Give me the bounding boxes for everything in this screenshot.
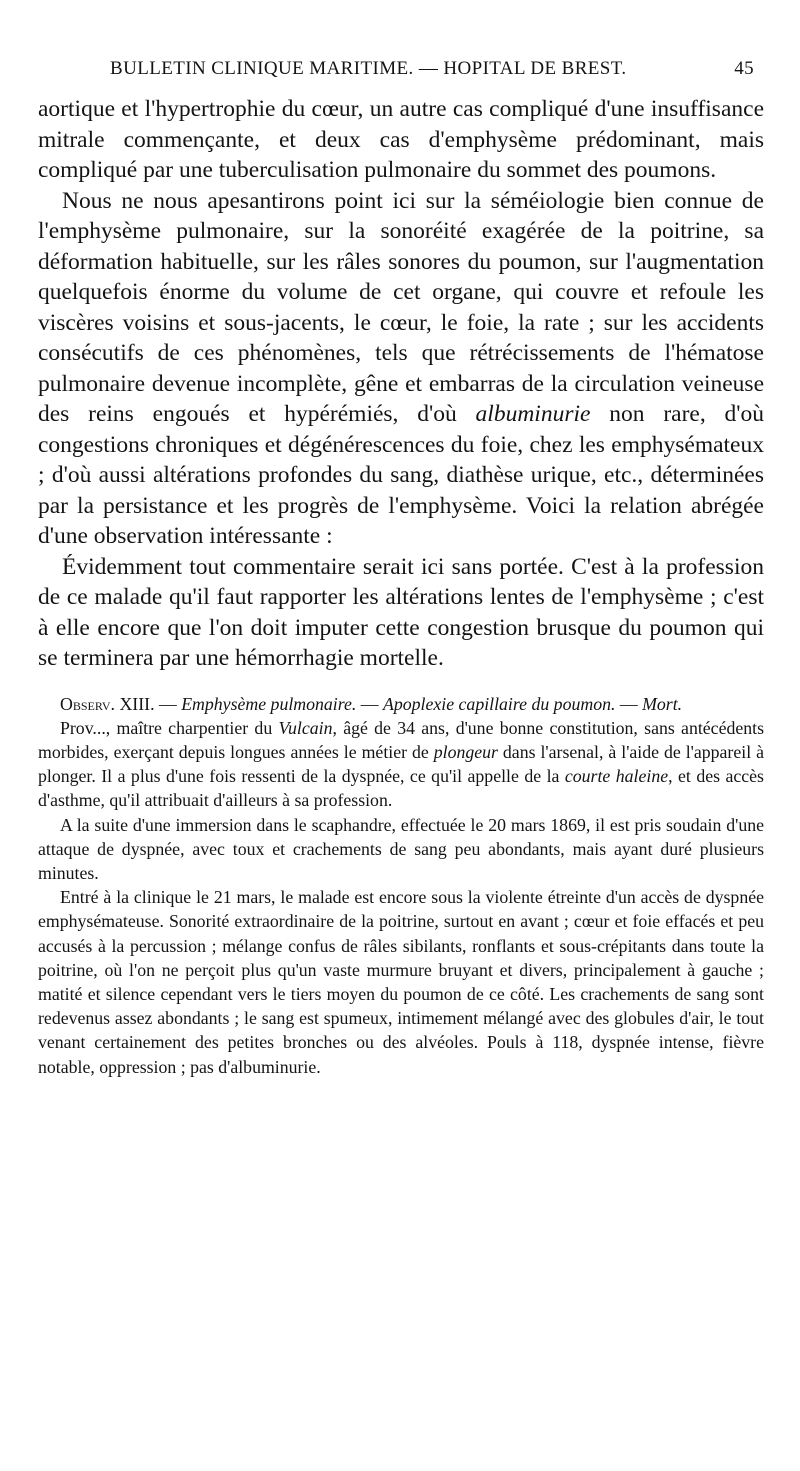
text-run: XIII. — [115, 693, 182, 714]
text-run: , âgé de 34 ans, d'une bonne constitution, sans antécédents morbides, exerçant depuis longues années le métier de [38, 717, 764, 762]
italic-text: Vulcain [278, 717, 333, 738]
text-run: Prov..., maître charpentier du [60, 717, 279, 738]
text-run: — [356, 693, 383, 714]
page-header [38, 58, 764, 88]
italic-text: Apoplexie capillaire du poumon. [383, 693, 616, 714]
italic-text: plongeur [433, 741, 498, 762]
text-run: Observ. [60, 693, 116, 714]
italic-text: courte haleine [564, 766, 669, 787]
paragraph-2 [38, 186, 764, 552]
paragraph-3 [38, 552, 764, 674]
observation-paragraph-4 [38, 885, 764, 1079]
text-run: dans l'arsenal, à l'aide de l'appareil à plonger. Il a plus d'une fois ressenti de la dyspnée, ce qu'il appelle de la [38, 741, 764, 787]
paragraph-1 [38, 94, 764, 186]
text-run: aortique et l'hypertrophie du cœur, un autre cas compliqué d'une insuffisance mitrale commençante, et deux cas d'emphysème prédominant, mais compliqué par une tuberculisation pulmonaire du sommet des poumons. [38, 96, 764, 183]
observation-paragraph-1 [38, 692, 764, 716]
main-text [38, 94, 764, 674]
observation-paragraph-2 [38, 716, 764, 813]
italic-text: Emphysème pulmonaire. [181, 693, 357, 714]
text-run: Évidemment tout commentaire serait ici sans portée. C'est à la profession de ce malade qu'il faut rapporter les altérations lentes de l'emphysème ; c'est à elle encore que l'on doit imputer cette congestion brusque du poumon qui se terminera par une hémorrhagie mortelle. [38, 553, 764, 671]
text-run: non rare, d'où congestions chroniques et dégénérescences du foie, chez les emphysémateux ; d'où aussi altérations profondes du sang, diathèse urique, etc., déterminées par la persistance et les progrès de l'emphysème. Voici la relation abrégée d'une observation intéressante : [38, 401, 765, 549]
text-run: Entré à la clinique le 21 mars, le malade est encore sous la violente étreinte d'un accès de dyspnée emphysémateuse. Sonorité extraordinaire de la poitrine, surtout en avant ; cœur et foie effacés et peu accusés à la percussion ; mélange confus de râles sibilants, ronflants et sous-crépitants dans toute la poitrine, où l'on ne perçoit plus qu'un vaste murmure bruyant et divers, principalement à gauche ; matité et silence cependant vers le tiers moyen du poumon de ce côté. Les crachements de sang sont redevenus assez abondants ; le sang est spumeux, intimement mélangé avec des globules d'air, le tout venant certainement des petites bronches ou des alvéoles. Pouls à 118, dyspnée intense, fièvre notable, oppression ; pas d'albuminurie. [38, 887, 764, 1077]
text-run: — [615, 693, 643, 714]
text-run: , et des accès d'asthme, qu'il attribuait d'ailleurs à sa profession. [38, 766, 764, 811]
observation-paragraph-3 [38, 813, 764, 886]
book-page [38, 58, 764, 1079]
italic-text: Mort. [642, 693, 683, 714]
running-title: BULLETIN CLINIQUE MARITIME. — HOPITAL DE BREST. [110, 58, 627, 79]
observation-block [38, 692, 764, 1079]
italic-text: albuminurie [475, 401, 591, 427]
page-number: 45 [734, 58, 754, 79]
text-run: A la suite d'une immersion dans le scaphandre, effectuée le 20 mars 1869, il est pris soudain d'une attaque de dyspnée, avec toux et crachements de sang peu abondants, mais ayant duré plusieurs minutes. [38, 814, 764, 883]
text-run: Nous ne nous apesantirons point ici sur la séméiologie bien connue de l'emphysème pulmonaire, sur la sonoréité exagérée de la poitrine, sa déformation habituelle, sur les râles sonores du poumon, sur l'augmentation quelquefois énorme du volume de cet organe, qui couvre et refoule les viscères voisins et sous-jacents, le cœur, le foie, la rate ; sur les accidents consécutifs de ces phénomènes, tels que rétrécissements de l'hématose pulmonaire devenue incomplète, gêne et embarras de la circulation veineuse des reins engoués et hypérémiés, d'où [38, 187, 764, 427]
